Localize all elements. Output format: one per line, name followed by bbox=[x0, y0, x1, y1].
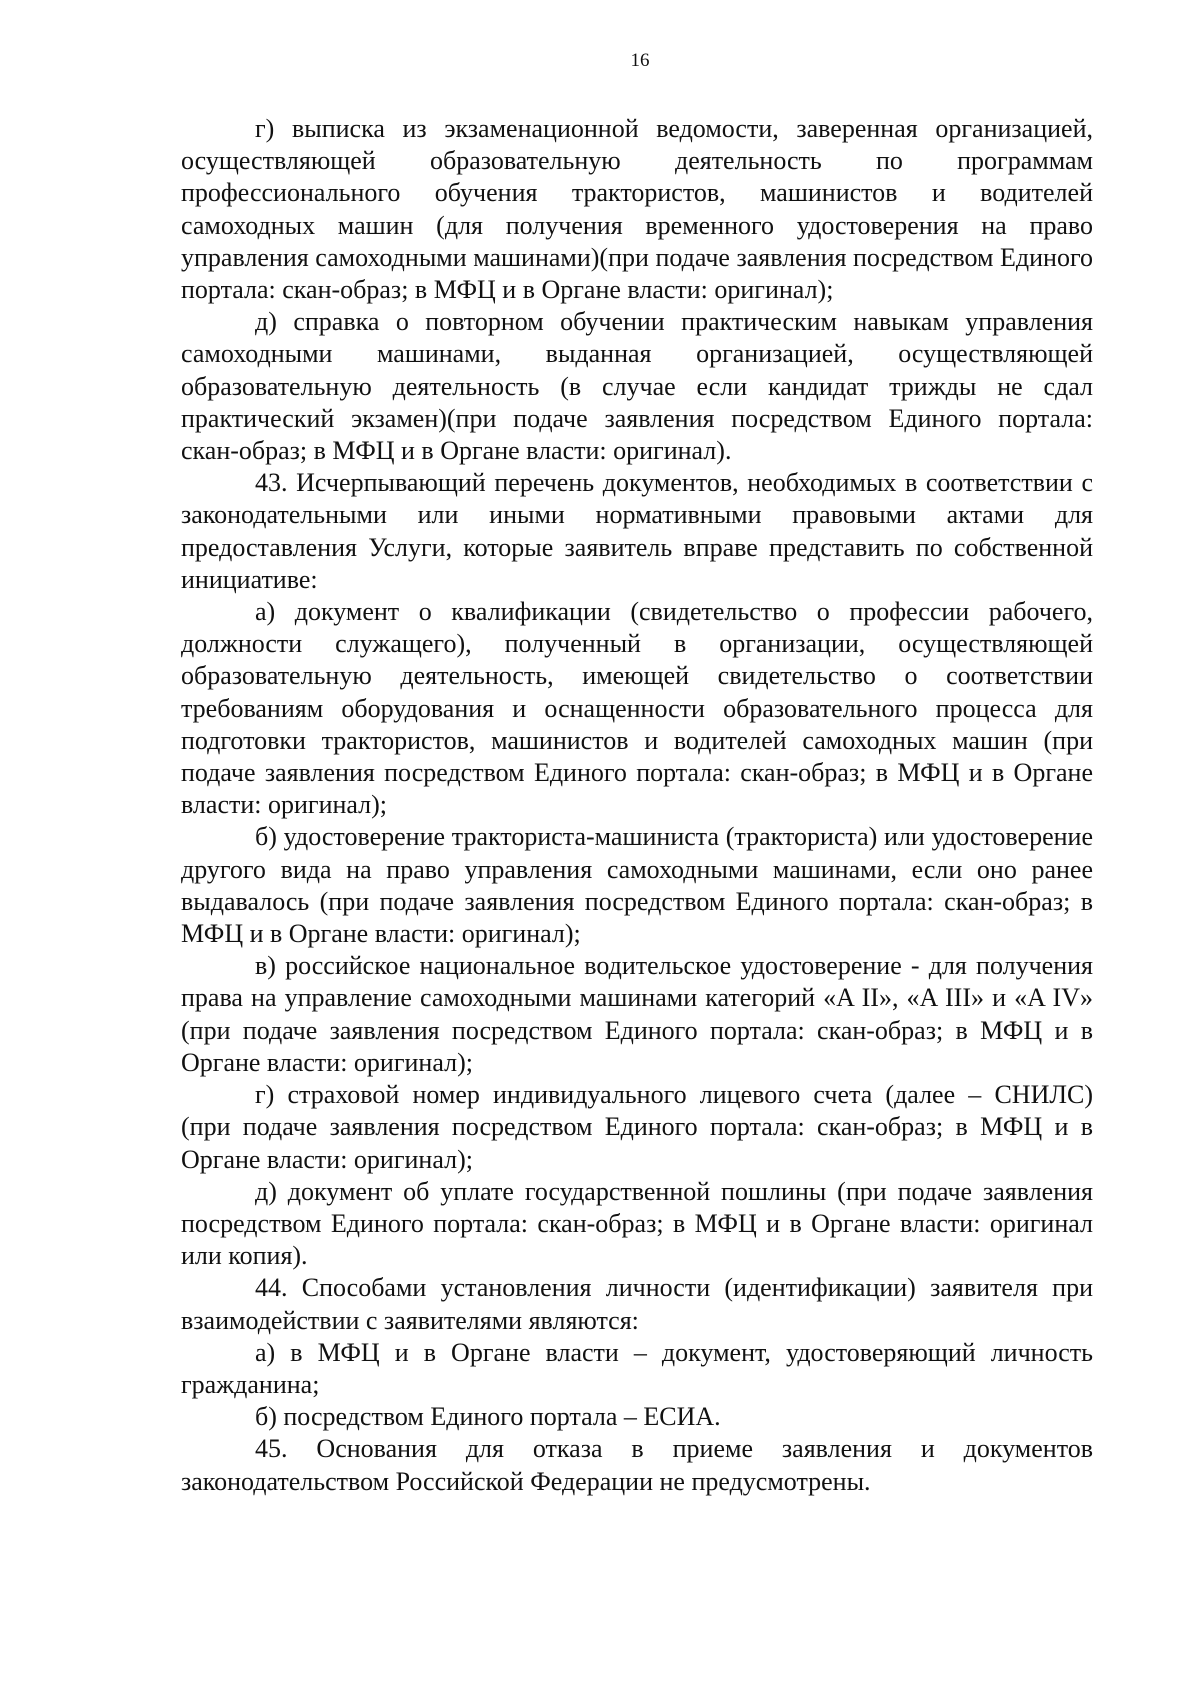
paragraph-v-driver-license: в) российское национальное водительское удостоверение - для получения права на управление самоходными машинами категорий «A II», «A III» и «A IV» (при подаче заявления посредством Единого портала: скан-образ; в МФЦ и в Органе власти: оригинал); bbox=[181, 951, 1093, 1077]
paragraph-d-fee-payment: д) документ об уплате государственной пошлины (при подаче заявления посредством Единого портала: скан-образ; в МФЦ и в Органе власти: оригинал или копия). bbox=[181, 1176, 1093, 1271]
paragraph-a-qualification-document: а) документ о квалификации (свидетельство о профессии рабочего, должности служащего), полученный в организации, осуществляющей образовательную деятельность, имеющей свидетельство о соответствии требованиям оборудования и оснащенности образовательного процесса для подготовки трактористов, машинистов и водителей самоходных машин (при подаче заявления посредством Единого портала: скан-образ; в МФЦ и в Органе власти: оригинал); bbox=[181, 597, 1093, 820]
paragraph-b-tractor-license: б) удостоверение тракториста-машиниста (тракториста) или удостоверение другого вида на право управления самоходными машинами, если оно ранее выдавалось (при подаче заявления посредством Единого портала: скан-образ; в МФЦ и в Органе власти: оригинал); bbox=[181, 822, 1093, 949]
paragraph-g-exam-extract: г) выписка из экзаменационной ведомости, заверенная организацией, осуществляющей образовательную деятельность по программам профессионального обучения трактористов, машинистов и водителей самоходных машин (для получения временного удостоверения на право управления самоходными машинами)(при подаче заявления посредством Единого портала: скан-образ; в МФЦ и в Органе власти: оригинал); bbox=[181, 114, 1093, 305]
page-number: 16 bbox=[630, 50, 650, 71]
paragraph-44-identification: 44. Способами установления личности (идентификации) заявителя при взаимодействии с заявителями являются: bbox=[181, 1273, 1093, 1335]
paragraph-d-retraining-certificate: д) справка о повторном обучении практическим навыкам управления самоходными машинами, выданная организацией, осуществляющей образовательную деятельность (в случае если кандидат трижды не сдал практический экзамен)(при подаче заявления посредством Единого портала: скан-образ; в МФЦ и в Органе власти: оригинал). bbox=[181, 307, 1093, 466]
paragraph-g-snils: г) страховой номер индивидуального лицевого счета (далее – СНИЛС) (при подаче заявления посредством Единого портала: скан-образ; в МФЦ и в Органе власти: оригинал); bbox=[181, 1080, 1093, 1174]
paragraph-45-refusal-grounds: 45. Основания для отказа в приеме заявления и документов законодательством Российской Федерации не предусмотрены. bbox=[181, 1434, 1093, 1496]
document-body bbox=[181, 113, 1093, 1498]
paragraph-43-documents-list: 43. Исчерпывающий перечень документов, необходимых в соответствии с законодательными или иными нормативными правовыми актами для предоставления Услуги, которые заявитель вправе представить по собственной инициативе: bbox=[181, 468, 1093, 594]
paragraph-a-mfc-identity: а) в МФЦ и в Органе власти – документ, удостоверяющий личность гражданина; bbox=[181, 1337, 1093, 1399]
paragraph-b-portal-esia: б) посредством Единого портала – ЕСИА. bbox=[255, 1402, 721, 1432]
